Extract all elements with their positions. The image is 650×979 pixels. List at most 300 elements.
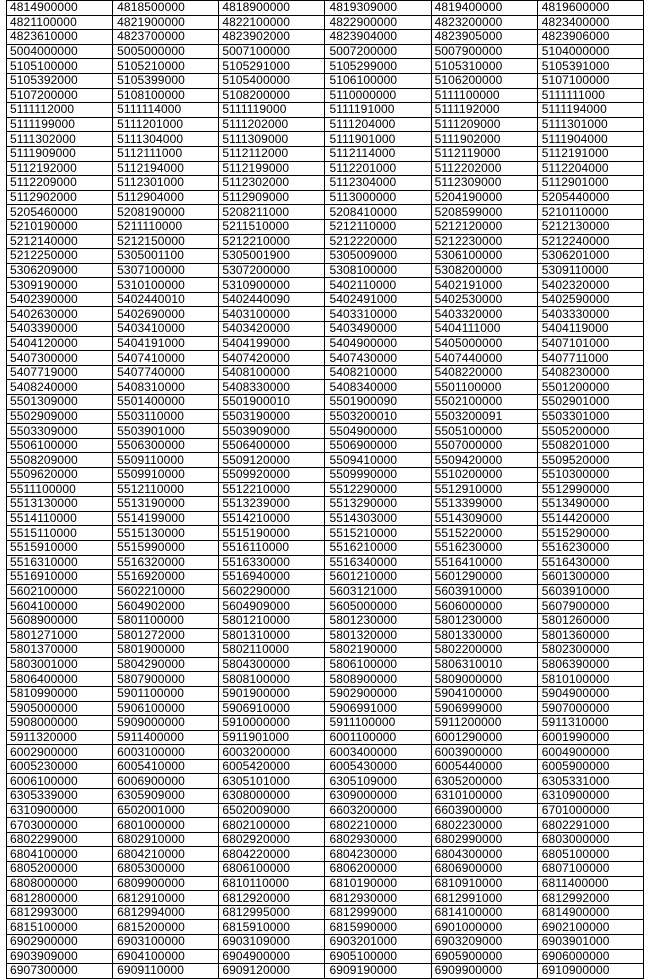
code-cell: 6806200000 (325, 862, 431, 877)
code-cell: 4822100000 (219, 15, 325, 30)
code-cell: 5112192000 (7, 161, 113, 176)
code-cell: 5509920000 (219, 468, 325, 483)
table-row (7, 862, 644, 877)
code-cell: 6905900000 (431, 949, 537, 964)
code-cell: 5111902000 (431, 132, 537, 147)
code-cell: 6904900000 (219, 949, 325, 964)
table-row (7, 774, 644, 789)
code-cell: 6812910000 (113, 891, 219, 906)
code-cell: 5911200000 (431, 716, 537, 731)
table-row (7, 803, 644, 818)
code-cell: 5112114000 (325, 146, 431, 161)
code-cell: 5105399000 (113, 73, 219, 88)
code-cell: 6903909000 (7, 949, 113, 964)
code-cell: 5608900000 (7, 613, 113, 628)
code-cell: 5515990000 (113, 540, 219, 555)
code-cell: 4821100000 (7, 15, 113, 30)
code-cell: 5901100000 (113, 686, 219, 701)
code-cell: 5112199000 (219, 161, 325, 176)
code-cell: 6005430000 (325, 759, 431, 774)
code-cell: 5408210000 (325, 365, 431, 380)
code-cell: 6806900000 (431, 862, 537, 877)
code-cell: 5911310000 (537, 716, 643, 731)
code-cell: 5404120000 (7, 336, 113, 351)
code-cell: 5503901000 (113, 424, 219, 439)
code-cell: 5211510000 (219, 219, 325, 234)
code-cell: 6802100000 (219, 818, 325, 833)
code-cell: 6802930000 (325, 832, 431, 847)
table-row (7, 657, 644, 672)
code-cell: 5007100000 (219, 44, 325, 59)
code-cell: 5905000000 (7, 701, 113, 716)
code-cell: 6801000000 (113, 818, 219, 833)
code-cell: 5516910000 (7, 570, 113, 585)
table-row (7, 949, 644, 964)
code-cell: 4823906000 (537, 30, 643, 45)
code-cell: 6804100000 (7, 847, 113, 862)
table-row (7, 190, 644, 205)
code-cell: 5402530000 (431, 292, 537, 307)
code-cell: 5509990000 (325, 468, 431, 483)
code-cell: 5513239000 (219, 497, 325, 512)
code-cell: 5906100000 (113, 701, 219, 716)
code-cell: 5112904000 (113, 190, 219, 205)
code-cell: 5501200000 (537, 380, 643, 395)
code-cell: 5111111000 (537, 88, 643, 103)
code-cell: 5402390000 (7, 292, 113, 307)
table-row (7, 336, 644, 351)
code-cell: 5508201000 (537, 438, 643, 453)
table-row (7, 716, 644, 731)
code-cell: 5307200000 (219, 263, 325, 278)
table-row (7, 818, 644, 833)
code-cell: 6808000000 (7, 876, 113, 891)
code-cell: 5801320000 (325, 628, 431, 643)
code-cell: 5801100000 (113, 613, 219, 628)
code-cell: 4823904000 (325, 30, 431, 45)
code-cell: 6802210000 (325, 818, 431, 833)
table-row (7, 672, 644, 687)
table-row (7, 292, 644, 307)
code-cell: 5801271000 (7, 628, 113, 643)
table-row (7, 628, 644, 643)
code-cell: 5205460000 (7, 205, 113, 220)
table-row (7, 497, 644, 512)
code-cell: 5112201000 (325, 161, 431, 176)
code-cell: 5513190000 (113, 497, 219, 512)
code-cell: 6001990000 (537, 730, 643, 745)
code-cell: 6815910000 (219, 920, 325, 935)
code-cell: 5211110000 (113, 219, 219, 234)
code-cell: 6903100000 (113, 935, 219, 950)
code-cell: 5516110000 (219, 540, 325, 555)
code-cell: 5501100000 (431, 380, 537, 395)
code-cell: 6904100000 (113, 949, 219, 964)
code-cell: 5112304000 (325, 176, 431, 191)
tariff-code-table (6, 0, 644, 979)
table-row (7, 599, 644, 614)
code-cell: 6909900000 (431, 964, 537, 979)
code-cell: 5208211000 (219, 205, 325, 220)
code-cell: 5503909000 (219, 424, 325, 439)
code-cell: 5111901000 (325, 132, 431, 147)
code-cell: 4823400000 (537, 15, 643, 30)
code-cell: 5112909000 (219, 190, 325, 205)
code-cell: 5902900000 (325, 686, 431, 701)
code-cell: 5111191000 (325, 103, 431, 118)
code-cell: 5407440000 (431, 351, 537, 366)
code-cell: 5403330000 (537, 307, 643, 322)
code-cell: 5212240000 (537, 234, 643, 249)
code-cell: 5306209000 (7, 263, 113, 278)
code-cell: 4823200000 (431, 15, 537, 30)
code-cell: 5112119000 (431, 146, 537, 161)
code-cell: 6310100000 (431, 789, 537, 804)
code-cell: 5105400000 (219, 73, 325, 88)
code-cell: 5403490000 (325, 322, 431, 337)
code-cell: 5604902000 (113, 599, 219, 614)
code-cell: 5504900000 (325, 424, 431, 439)
code-cell: 6814100000 (431, 905, 537, 920)
code-cell: 5408220000 (431, 365, 537, 380)
code-cell: 6005420000 (219, 759, 325, 774)
code-cell: 5515220000 (431, 526, 537, 541)
table-row (7, 103, 644, 118)
code-cell: 5801210000 (219, 613, 325, 628)
code-cell: 5606000000 (431, 599, 537, 614)
code-cell: 5515130000 (113, 526, 219, 541)
code-cell: 5807900000 (113, 672, 219, 687)
code-cell: 4819309000 (325, 1, 431, 16)
table-row (7, 117, 644, 132)
code-cell: 5911901000 (219, 730, 325, 745)
code-cell: 5112301000 (113, 176, 219, 191)
code-cell: 5402491000 (325, 292, 431, 307)
code-cell: 6804210000 (113, 847, 219, 862)
code-cell: 5506300000 (113, 438, 219, 453)
code-cell: 6806100000 (219, 862, 325, 877)
code-cell: 5601210000 (325, 570, 431, 585)
code-cell: 5308100000 (325, 263, 431, 278)
code-cell: 5904900000 (537, 686, 643, 701)
table-row (7, 15, 644, 30)
code-cell: 5802200000 (431, 643, 537, 658)
code-cell: 6812991000 (431, 891, 537, 906)
code-cell: 5111204000 (325, 117, 431, 132)
code-cell: 5403390000 (7, 322, 113, 337)
code-cell: 5402590000 (537, 292, 643, 307)
code-cell: 5305009000 (325, 249, 431, 264)
code-cell: 5516920000 (113, 570, 219, 585)
code-cell: 5503309000 (7, 424, 113, 439)
table-row (7, 161, 644, 176)
code-cell: 5105210000 (113, 59, 219, 74)
code-cell: 5111209000 (431, 117, 537, 132)
code-cell: 6805200000 (7, 862, 113, 877)
code-cell: 5509620000 (7, 468, 113, 483)
code-cell: 5513290000 (325, 497, 431, 512)
table-row (7, 759, 644, 774)
code-cell: 5212130000 (537, 219, 643, 234)
table-row (7, 438, 644, 453)
table-row (7, 876, 644, 891)
code-cell: 6804230000 (325, 847, 431, 862)
code-cell: 5808900000 (325, 672, 431, 687)
code-cell: 5212210000 (219, 234, 325, 249)
code-cell: 5806100000 (325, 657, 431, 672)
table-row (7, 701, 644, 716)
code-cell: 5806310010 (431, 657, 537, 672)
code-cell: 5402440090 (219, 292, 325, 307)
code-cell: 5910000000 (219, 716, 325, 731)
code-cell: 5112901000 (537, 176, 643, 191)
code-cell: 5801370000 (7, 643, 113, 658)
code-cell: 6810190000 (325, 876, 431, 891)
code-cell: 5514309000 (431, 511, 537, 526)
code-cell: 6701000000 (537, 803, 643, 818)
code-cell: 5210110000 (537, 205, 643, 220)
code-cell: 5208410000 (325, 205, 431, 220)
code-cell: 5112209000 (7, 176, 113, 191)
code-cell: 5404119000 (537, 322, 643, 337)
table-row (7, 570, 644, 585)
code-cell: 5803001000 (7, 657, 113, 672)
code-cell: 4819400000 (431, 1, 537, 16)
code-cell: 5402191000 (431, 278, 537, 293)
code-cell: 5510200000 (431, 468, 537, 483)
code-cell: 5804300000 (219, 657, 325, 672)
table-row (7, 219, 644, 234)
code-cell: 5408230000 (537, 365, 643, 380)
table-row (7, 920, 644, 935)
code-cell: 5516430000 (537, 555, 643, 570)
code-cell: 5105299000 (325, 59, 431, 74)
code-cell: 6906000000 (537, 949, 643, 964)
code-cell: 5407430000 (325, 351, 431, 366)
code-cell: 5516230000 (431, 540, 537, 555)
code-cell: 6003400000 (325, 745, 431, 760)
code-cell: 4814900000 (7, 1, 113, 16)
code-cell: 6802230000 (431, 818, 537, 833)
table-row (7, 205, 644, 220)
code-cell: 6502009000 (219, 803, 325, 818)
code-cell: 5509420000 (431, 453, 537, 468)
table-row (7, 409, 644, 424)
code-cell: 6903901000 (537, 935, 643, 950)
table-row (7, 73, 644, 88)
code-cell: 5603910000 (537, 584, 643, 599)
code-cell: 5516330000 (219, 555, 325, 570)
code-cell: 5509120000 (219, 453, 325, 468)
code-cell: 4818900000 (219, 1, 325, 16)
code-cell: 5208190000 (113, 205, 219, 220)
code-cell: 6006100000 (7, 774, 113, 789)
code-cell: 5403410000 (113, 322, 219, 337)
code-cell: 5403310000 (325, 307, 431, 322)
code-cell: 5514303000 (325, 511, 431, 526)
code-cell: 5801230000 (431, 613, 537, 628)
code-cell: 5111909000 (7, 146, 113, 161)
code-cell: 6905100000 (325, 949, 431, 964)
table-row (7, 584, 644, 599)
table-row (7, 146, 644, 161)
code-cell: 5506400000 (219, 438, 325, 453)
code-cell: 5810990000 (7, 686, 113, 701)
code-cell: 5503190000 (219, 409, 325, 424)
code-cell: 5405000000 (431, 336, 537, 351)
code-cell: 5105291000 (219, 59, 325, 74)
code-cell: 6309000000 (325, 789, 431, 804)
code-cell: 5112111000 (113, 146, 219, 161)
code-cell: 5911100000 (325, 716, 431, 731)
code-cell: 5204190000 (431, 190, 537, 205)
code-cell: 5810100000 (537, 672, 643, 687)
table-row (7, 88, 644, 103)
table-row (7, 307, 644, 322)
code-cell: 6310900000 (7, 803, 113, 818)
code-cell: 5111194000 (537, 103, 643, 118)
table-row (7, 278, 644, 293)
code-cell: 5107200000 (7, 88, 113, 103)
table-row (7, 424, 644, 439)
code-cell: 6812993000 (7, 905, 113, 920)
code-cell: 5506900000 (325, 438, 431, 453)
code-cell: 6810910000 (431, 876, 537, 891)
code-cell: 5801330000 (431, 628, 537, 643)
code-cell: 5407300000 (7, 351, 113, 366)
code-cell: 5112902000 (7, 190, 113, 205)
code-cell: 4822900000 (325, 15, 431, 30)
code-cell: 6812800000 (7, 891, 113, 906)
code-cell: 5407719000 (7, 365, 113, 380)
code-cell: 6814900000 (537, 905, 643, 920)
code-cell: 5802110000 (219, 643, 325, 658)
code-cell: 5404900000 (325, 336, 431, 351)
table-row (7, 453, 644, 468)
code-cell: 5212120000 (431, 219, 537, 234)
code-cell: 5512990000 (537, 482, 643, 497)
code-cell: 5502100000 (431, 395, 537, 410)
code-cell: 5904100000 (431, 686, 537, 701)
code-cell: 5105310000 (431, 59, 537, 74)
table-row (7, 44, 644, 59)
code-cell: 6902900000 (7, 935, 113, 950)
code-cell: 5407711000 (537, 351, 643, 366)
code-cell: 5507000000 (431, 438, 537, 453)
code-cell: 6909190000 (325, 964, 431, 979)
code-cell: 5112204000 (537, 161, 643, 176)
code-cell: 5501400000 (113, 395, 219, 410)
code-cell: 5108200000 (219, 88, 325, 103)
code-cell: 5205440000 (537, 190, 643, 205)
code-cell: 6802920000 (219, 832, 325, 847)
code-cell: 5503200091 (431, 409, 537, 424)
code-cell: 5801310000 (219, 628, 325, 643)
code-cell: 5906999000 (431, 701, 537, 716)
code-cell: 5113000000 (325, 190, 431, 205)
code-cell: 4823902000 (219, 30, 325, 45)
code-cell: 5310900000 (219, 278, 325, 293)
code-cell: 5908000000 (7, 716, 113, 731)
code-cell: 4819600000 (537, 1, 643, 16)
code-cell: 5514420000 (537, 511, 643, 526)
code-cell: 6305909000 (113, 789, 219, 804)
code-cell: 6804220000 (219, 847, 325, 862)
code-cell: 5515910000 (7, 540, 113, 555)
code-cell: 5512110000 (113, 482, 219, 497)
code-cell: 6005440000 (431, 759, 537, 774)
code-cell: 6305331000 (537, 774, 643, 789)
table-row (7, 263, 644, 278)
code-cell: 5512910000 (431, 482, 537, 497)
code-cell: 5511100000 (7, 482, 113, 497)
code-cell: 5111199000 (7, 117, 113, 132)
code-cell: 5516940000 (219, 570, 325, 585)
code-cell: 5802190000 (325, 643, 431, 658)
code-cell: 5007200000 (325, 44, 431, 59)
code-cell: 5509410000 (325, 453, 431, 468)
code-cell: 6907300000 (7, 964, 113, 979)
code-cell: 5403420000 (219, 322, 325, 337)
code-cell: 5407420000 (219, 351, 325, 366)
code-cell: 5404199000 (219, 336, 325, 351)
code-cell: 6004900000 (537, 745, 643, 760)
code-cell: 5310100000 (113, 278, 219, 293)
code-cell: 5604100000 (7, 599, 113, 614)
code-cell: 5305001900 (219, 249, 325, 264)
code-cell: 6812994000 (113, 905, 219, 920)
code-cell: 5309190000 (7, 278, 113, 293)
table-row (7, 847, 644, 862)
code-cell: 5112302000 (219, 176, 325, 191)
code-cell: 6910900000 (537, 964, 643, 979)
table-row (7, 395, 644, 410)
code-cell: 5111202000 (219, 117, 325, 132)
table-row (7, 1, 644, 16)
table-row (7, 613, 644, 628)
code-cell: 6305109000 (325, 774, 431, 789)
code-cell: 5106200000 (431, 73, 537, 88)
code-cell: 5402440010 (113, 292, 219, 307)
code-cell: 5210190000 (7, 219, 113, 234)
code-cell: 6502001000 (113, 803, 219, 818)
code-cell: 5515290000 (537, 526, 643, 541)
code-cell: 5603121000 (325, 584, 431, 599)
code-cell: 5515190000 (219, 526, 325, 541)
code-cell: 6005410000 (113, 759, 219, 774)
code-cell: 6802299000 (7, 832, 113, 847)
table-row (7, 234, 644, 249)
code-cell: 5502909000 (7, 409, 113, 424)
code-cell: 5801230000 (325, 613, 431, 628)
code-cell: 5501309000 (7, 395, 113, 410)
table-row (7, 482, 644, 497)
code-cell: 5104000000 (537, 44, 643, 59)
code-cell: 5505100000 (431, 424, 537, 439)
code-cell: 6603200000 (325, 803, 431, 818)
code-cell: 5111301000 (537, 117, 643, 132)
code-cell: 5804290000 (113, 657, 219, 672)
code-cell: 5111304000 (113, 132, 219, 147)
code-cell: 5105391000 (537, 59, 643, 74)
code-cell: 5111112000 (7, 103, 113, 118)
table-row (7, 30, 644, 45)
code-cell: 5516410000 (431, 555, 537, 570)
code-cell: 5809000000 (431, 672, 537, 687)
code-cell: 5309110000 (537, 263, 643, 278)
code-cell: 6812995000 (219, 905, 325, 920)
code-cell: 5112202000 (431, 161, 537, 176)
